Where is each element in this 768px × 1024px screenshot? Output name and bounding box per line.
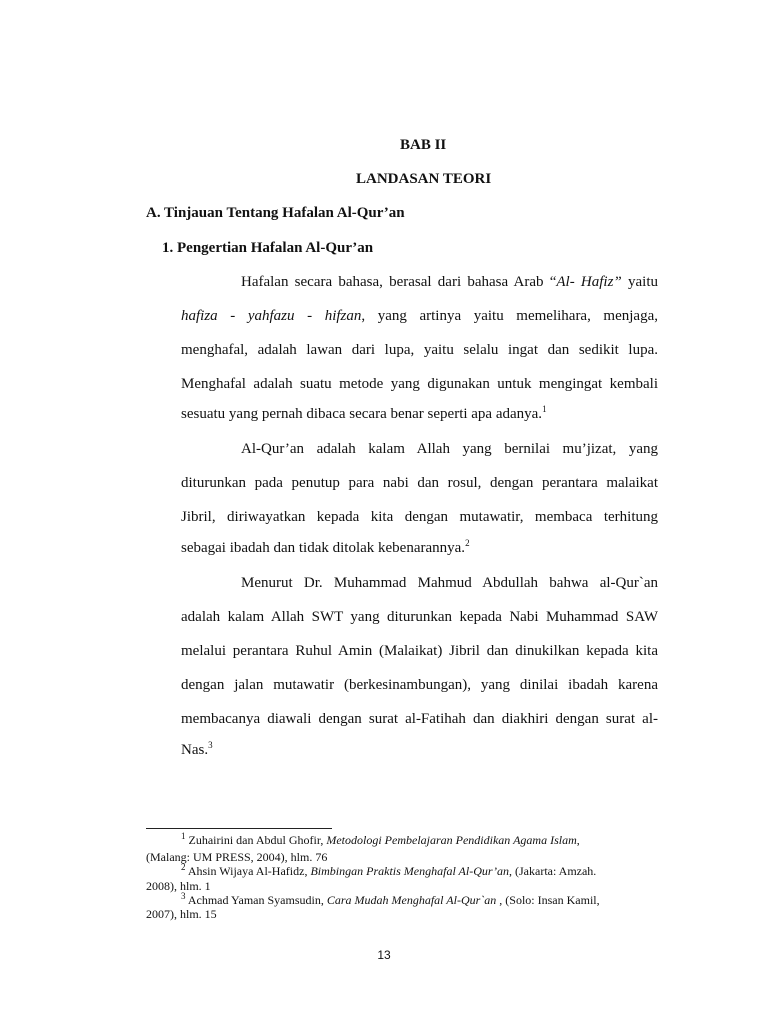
paragraph-line: dengan jalan mutawatir (berkesinambungan), yang dinilai ibadah karena	[181, 677, 658, 693]
paragraph-line: hafiza - yahfazu - hifzan, yang artinya yaitu memelihara, menjaga,	[181, 308, 658, 324]
paragraph-line: sesuatu yang pernah dibaca secara benar seperti apa adanya.$^1$	[181, 404, 547, 422]
chapter-title: LANDASAN TEORI	[356, 171, 492, 187]
paragraph-line: sebagai ibadah dan tidak ditolak kebenarannya.$^2$	[181, 538, 470, 556]
footnote-2-continuation: 2008), hlm. 1	[146, 879, 211, 893]
paragraph-line: Jibril, diriwayatkan kepada kita dengan mutawatir, membaca terhitung	[181, 509, 658, 525]
footnote-ref: 2	[465, 538, 470, 548]
paragraph-line: diturunkan pada penutup para nabi dan rosul, dengan perantara malaikat	[181, 475, 658, 491]
paragraph-line: Menghafal adalah suatu metode yang digunakan untuk mengingat kembali	[181, 376, 658, 392]
paragraph-line: adalah kalam Allah SWT yang diturunkan kepada Nabi Muhammad SAW	[181, 609, 658, 625]
paragraph-line: Al-Qur’an adalah kalam Allah yang bernilai mu’jizat, yang	[241, 441, 658, 457]
footnote-2: $^2$ Ahsin Wijaya Al-Hafidz, Bimbingan Praktis Menghafal Al-Qur’an, (Jakarta: Amzah.	[181, 862, 597, 878]
paragraph-line: Hafalan secara bahasa, berasal dari bahasa Arab “Al- Hafiz” yaitu	[241, 274, 658, 290]
footnote-1: $^1$ Zuhairini dan Abdul Ghofir, Metodologi Pembelajaran Pendidikan Agama Islam,	[181, 831, 580, 847]
footnote-3-continuation: 2007), hlm. 15	[146, 907, 217, 921]
chapter-number: BAB II	[400, 137, 447, 153]
subsection-heading: 1. Pengertian Hafalan Al-Qur’an	[162, 240, 374, 256]
paragraph-line: menghafal, adalah lawan dari lupa, yaitu selalu ingat dan sedikit lupa.	[181, 342, 658, 358]
paragraph-line: melalui perantara Ruhul Amin (Malaikat) Jibril dan dinukilkan kepada kita	[181, 643, 658, 659]
paragraph-line: Nas.$^3$	[181, 740, 213, 758]
footnote-divider	[146, 828, 332, 829]
footnote-1-continuation: (Malang: UM PRESS, 2004), hlm. 76	[146, 850, 328, 864]
paragraph-line: membacanya diawali dengan surat al-Fatihah dan diakhiri dengan surat al-	[181, 711, 658, 727]
footnote-3: $^3$ Achmad Yaman Syamsudin, Cara Mudah Menghafal Al-Qur`an , (Solo: Insan Kamil,	[181, 891, 600, 907]
paragraph-line: Menurut Dr. Muhammad Mahmud Abdullah bahwa al-Qur`an	[241, 575, 658, 591]
section-heading: A. Tinjauan Tentang Hafalan Al-Qur’an	[146, 205, 405, 221]
footnote-ref: 1	[542, 404, 547, 414]
page-number: 13	[377, 948, 391, 962]
footnote-ref: 3	[208, 740, 213, 750]
